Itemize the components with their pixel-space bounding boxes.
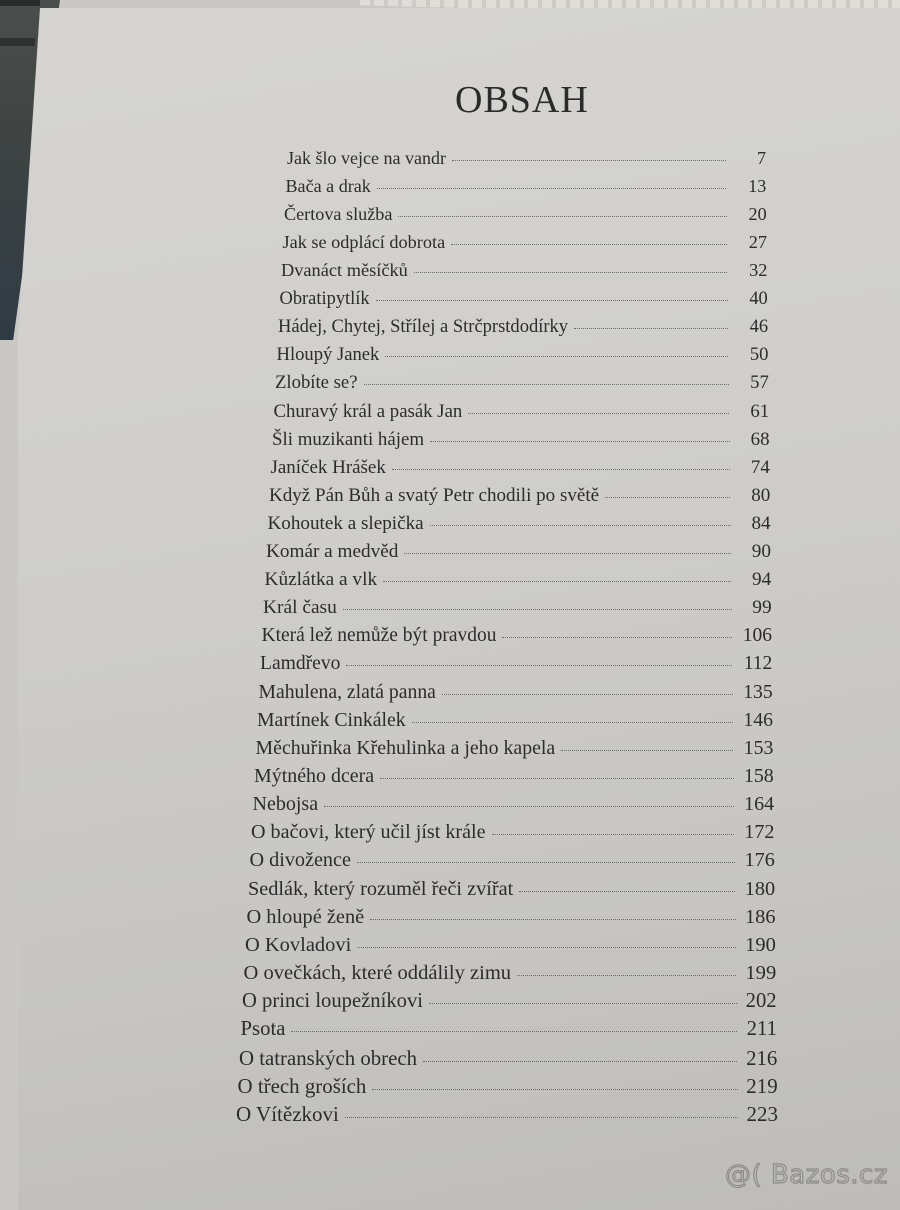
toc-entry	[250, 849, 775, 872]
toc-entry	[275, 372, 769, 394]
toc-entry-title: Měchuřinka Křehulinka a jeho kapela	[255, 737, 556, 760]
toc-entry-title: Čertova služba	[284, 204, 393, 225]
dot-leader	[291, 1031, 737, 1032]
toc-entry-page: 146	[743, 709, 774, 732]
toc-entry-title: Hádej, Chytej, Střílej a Strčprstdodírky	[278, 316, 569, 338]
toc-entry-page: 153	[743, 737, 774, 760]
toc-entry	[254, 765, 774, 788]
toc-entry-page: 20	[748, 204, 767, 225]
toc-entry	[286, 176, 767, 197]
toc-entry-title: Která lež nemůže být pravdou	[261, 625, 497, 646]
dot-leader	[392, 469, 730, 470]
toc-entry-page: 74	[750, 456, 770, 478]
dot-leader	[519, 891, 735, 892]
toc-entry-title: Mýtného dcera	[254, 765, 375, 788]
toc-entry-page: 99	[752, 596, 772, 618]
dot-leader	[404, 553, 731, 554]
dot-leader	[376, 300, 728, 301]
toc-entry	[241, 1018, 777, 1041]
toc-entry	[260, 653, 772, 675]
toc-entry-title: Bača a drak	[285, 176, 371, 197]
dot-leader	[574, 328, 728, 329]
toc-entry-title: Kůzlátka a vlk	[264, 568, 378, 590]
toc-entry-title: Sedlák, který rozuměl řeči zvířat	[248, 877, 514, 900]
toc-entry-page: 27	[748, 232, 768, 253]
toc-entry-page: 13	[748, 176, 767, 197]
dot-leader	[492, 834, 735, 835]
dot-leader	[372, 1089, 737, 1090]
toc-entry-page: 180	[744, 877, 776, 900]
toc-entry	[263, 597, 772, 619]
dot-leader	[452, 160, 726, 161]
toc-entry	[239, 1046, 777, 1071]
dot-leader	[364, 384, 729, 385]
dot-leader	[345, 1117, 738, 1118]
dot-leader	[324, 806, 734, 807]
dot-leader	[357, 947, 736, 948]
toc-entry-title: Král času	[263, 596, 337, 618]
toc-entry-page: 94	[751, 568, 772, 590]
toc-entry-title: Jak se odplácí dobrota	[282, 232, 446, 253]
dot-leader	[383, 581, 731, 582]
toc-entry	[284, 204, 767, 225]
toc-entry-title: Martínek Cinkálek	[257, 709, 406, 732]
toc-entry-title: O tatranských obrech	[239, 1045, 417, 1070]
toc-entry-page: 112	[743, 653, 773, 675]
dot-leader	[357, 862, 735, 863]
toc-entry	[262, 625, 773, 647]
toc-entry-page: 61	[750, 400, 770, 422]
toc-entry	[266, 541, 771, 563]
toc-entry-title: O třech groších	[237, 1073, 367, 1098]
toc-entry	[281, 260, 767, 281]
toc-entry-page: 7	[757, 148, 766, 168]
dot-leader	[377, 188, 727, 189]
dot-leader	[442, 694, 733, 695]
toc-entry-page: 57	[750, 372, 769, 394]
toc-entry-page: 216	[746, 1045, 778, 1070]
toc-entry	[251, 821, 774, 844]
toc-entry	[274, 401, 770, 423]
toc-entry-title: O princi loupežníkovi	[242, 989, 424, 1012]
toc-entry	[272, 429, 770, 451]
toc-entry-title: Šli muzikanti hájem	[272, 428, 425, 450]
dot-leader	[398, 216, 726, 217]
toc-entry	[259, 681, 773, 704]
toc-entry	[236, 1102, 778, 1127]
dot-leader	[414, 272, 728, 273]
toc-entry-title: Zlobíte se?	[275, 372, 358, 394]
toc-entry-title: O Kovladovi	[245, 933, 352, 956]
toc-entry-title: Janíček Hrášek	[270, 456, 386, 478]
toc-entry-page: 32	[749, 260, 768, 281]
dot-leader	[380, 778, 734, 779]
dot-leader	[451, 244, 727, 245]
dot-leader	[385, 356, 728, 357]
toc-entry-page: 40	[749, 288, 768, 309]
dot-leader	[370, 919, 735, 920]
dot-leader	[517, 975, 736, 976]
toc-entry	[253, 793, 775, 816]
toc-entry-page: 90	[751, 540, 771, 562]
toc-entry-page: 50	[749, 344, 769, 366]
dot-leader	[430, 441, 729, 442]
dot-leader	[561, 750, 733, 751]
toc-entry-title: Kohoutek a slepička	[267, 512, 424, 534]
toc-entry	[287, 148, 766, 169]
toc-entry-title: Komár a medvěd	[266, 540, 399, 562]
toc-entry	[257, 709, 773, 732]
toc-entry-page: 202	[745, 989, 777, 1012]
toc-entry-title: Dvanáct měsíčků	[281, 260, 408, 281]
dot-leader	[502, 637, 732, 638]
toc-entry-page: 80	[751, 484, 771, 506]
toc-entry-page: 190	[745, 933, 776, 956]
toc-entry-page: 219	[746, 1073, 778, 1098]
toc-entry-page: 176	[744, 849, 775, 872]
dot-leader	[423, 1061, 737, 1062]
watermark: @( Bazos.cz	[725, 1160, 888, 1190]
toc-entry-page: 172	[744, 821, 775, 844]
toc-entry-page: 68	[750, 428, 770, 450]
dot-leader	[412, 722, 733, 723]
toc-entry	[242, 990, 777, 1013]
toc-entry	[278, 316, 768, 338]
toc-entry-title: Lamdřevo	[260, 653, 341, 675]
toc-entry-title: Hloupý Janek	[276, 344, 380, 366]
toc-entry	[265, 569, 772, 591]
toc-entry	[238, 1074, 778, 1099]
toc-entry-title: Nebojsa	[252, 793, 319, 816]
toc-entry-page: 164	[744, 793, 775, 816]
toc-entry	[245, 934, 776, 957]
toc-entry	[271, 457, 770, 479]
toc-entry-title: O ovečkách, které oddálily zimu	[243, 961, 512, 984]
toc-entry-page: 84	[751, 512, 771, 534]
dot-leader	[343, 609, 732, 610]
toc-entry-title: Když Pán Bůh a svatý Petr chodili po světě	[269, 484, 600, 506]
page-title: OBSAH	[455, 79, 589, 121]
toc-entry	[283, 232, 768, 253]
toc-entry-page: 186	[744, 905, 776, 928]
toc-entry-title: O Vítězkovi	[236, 1102, 339, 1126]
dot-leader	[430, 525, 731, 526]
toc-entry-title: O hloupé ženě	[246, 905, 365, 928]
dot-leader	[346, 665, 732, 666]
toc-entry-page: 223	[746, 1102, 778, 1126]
toc-entry	[268, 513, 771, 535]
toc-entry	[269, 485, 770, 507]
toc-entry-page: 46	[749, 316, 769, 338]
toc-entry	[247, 906, 776, 929]
toc-entry-page: 135	[743, 681, 773, 704]
toc-entry-title: Mahulena, zlatá panna	[258, 681, 436, 704]
dot-leader	[468, 413, 729, 414]
toc-entry-page: 106	[742, 625, 772, 646]
toc-entry	[280, 288, 768, 309]
toc-entry-title: Psota	[240, 1017, 286, 1040]
toc-entry	[248, 878, 775, 901]
toc-entry	[256, 737, 774, 760]
dot-leader	[605, 497, 730, 498]
toc-entry-title: O bačovi, který učil jíst krále	[251, 821, 486, 844]
toc-entry-title: Churavý král a pasák Jan	[273, 400, 463, 422]
dot-leader	[429, 1003, 737, 1004]
toc-entry	[277, 344, 769, 366]
toc-entry	[244, 962, 777, 985]
toc-entry-page: 158	[743, 765, 774, 788]
toc-entry-title: O divožence	[249, 849, 351, 872]
toc-entry-title: Obratipytlík	[279, 288, 370, 309]
toc-entry-title: Jak šlo vejce na vandr	[287, 148, 446, 168]
toc-entry-page: 211	[746, 1017, 777, 1040]
toc-entry-page: 199	[745, 961, 777, 984]
